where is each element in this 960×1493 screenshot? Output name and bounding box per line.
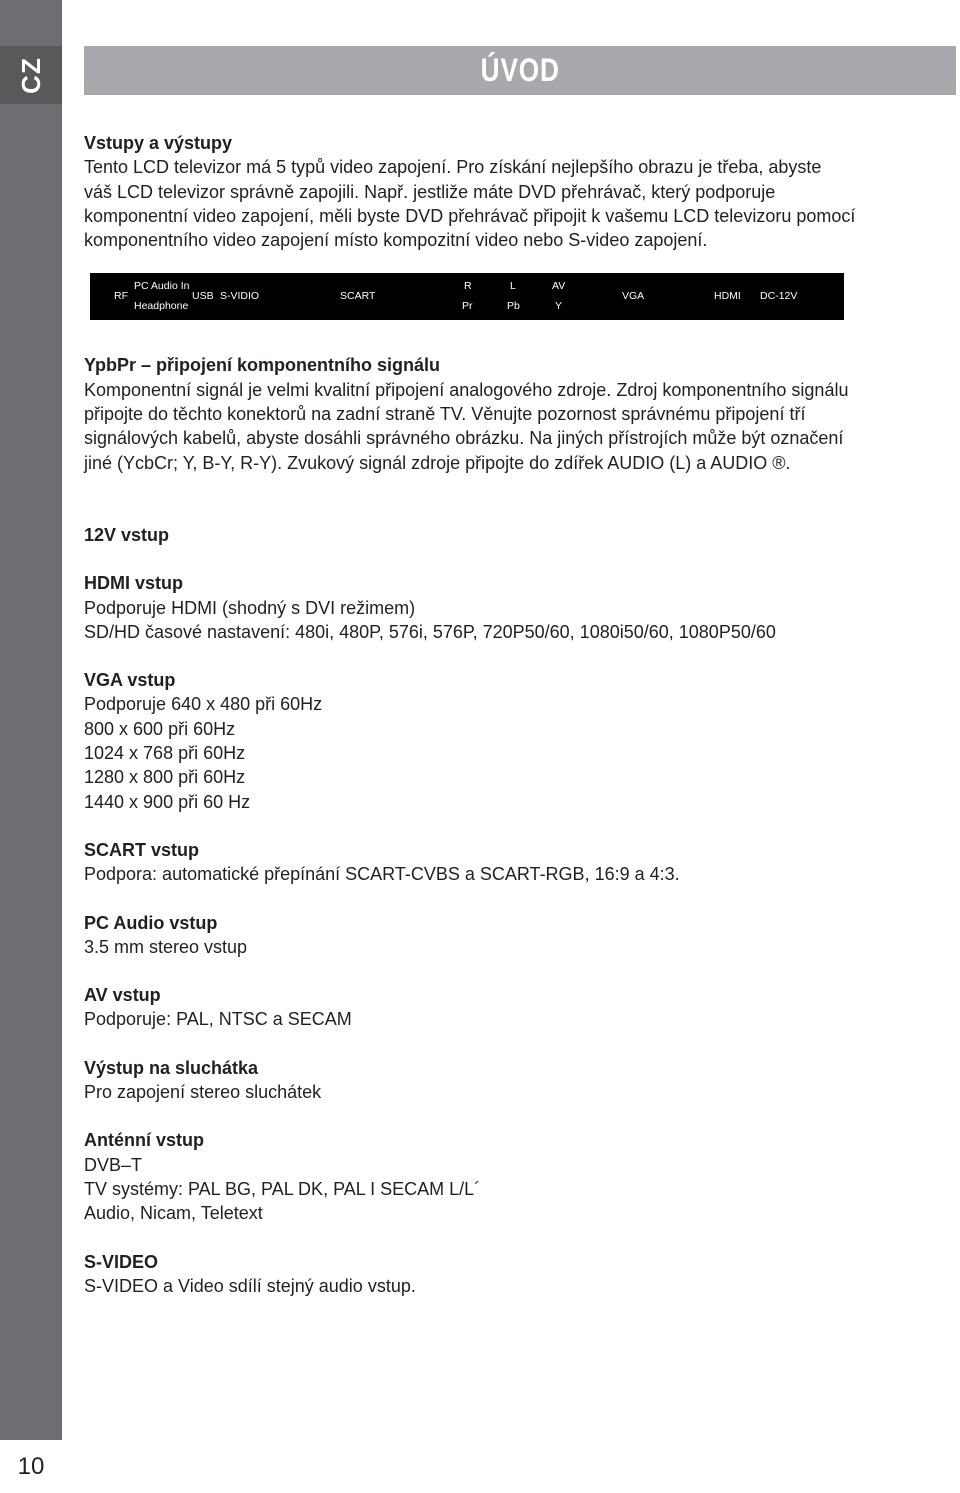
section-line: Komponentní signál je velmi kvalitní připojení analogového zdroje. Zdroj komponentního signálu (84, 379, 849, 400)
section-line: připojte do těchto konektorů na zadní straně TV. Věnujte pozornost správnému připojení tří (84, 404, 806, 425)
section-ypbpr (84, 353, 946, 474)
section-line: S-VIDEO a Video sdílí stejný audio vstup. (84, 1275, 416, 1296)
section-header (84, 46, 956, 95)
connector-label-pc-audio-in: PC Audio In (134, 280, 190, 293)
section-heading: YpbPr – připojení komponentního signálu (84, 355, 441, 376)
intro-line: váš LCD televizor správně zapojili. Např. jestliže máte DVD přehrávač, který podporuje (84, 181, 776, 202)
section-line: TV systémy: PAL BG, PAL DK, PAL I SECAM L/L´ (84, 1178, 481, 1199)
intro-heading: Vstupy a výstupy (84, 133, 233, 153)
intro-line: Tento LCD televizor má 5 typů video zapojení. Pro získání nejlepšího obrazu je třeba, abyste (84, 157, 822, 178)
section-heading: Výstup na sluchátka (84, 1057, 259, 1078)
section-line: Audio, Nicam, Teletext (84, 1203, 263, 1224)
connector-label-r: R (464, 280, 472, 293)
page-title: ÚVOD (480, 52, 560, 88)
language-tab (0, 46, 62, 104)
connector-label-vga: VGA (622, 290, 645, 303)
section-line: jiné (YcbCr; Y, B-Y, R-Y). Zvukový signál zdroje připojte do zdířek AUDIO (L) a AUDIO ®. (84, 452, 791, 473)
sidebar (0, 0, 62, 1493)
section-line: 1024 x 768 při 60Hz (84, 743, 246, 764)
connector-label-headphone: Headphone (134, 300, 189, 313)
section-line: 3.5 mm stereo vstup (84, 936, 248, 957)
section-heading: PC Audio vstup (84, 912, 218, 933)
section-heading: SCART vstup (84, 839, 200, 860)
connector-panel (90, 273, 844, 320)
section-line: Podpora: automatické přepínání SCART-CVBS a SCART-RGB, 16:9 a 4:3. (84, 864, 680, 885)
connector-label-pr: Pr (462, 300, 473, 313)
section-heading: HDMI vstup (84, 573, 183, 594)
main-content (84, 131, 946, 1298)
connector-label-rf: RF (114, 290, 128, 303)
connector-label-dc: DC-12V (760, 290, 798, 303)
connector-label-l: L (510, 280, 516, 293)
connector-label-usb: USB (192, 290, 214, 303)
page-number: 10 (0, 1440, 62, 1493)
section-line: signálových kabelů, abyste dosáhli správného obrázku. Na jiných přístrojích může být označení (84, 428, 844, 449)
connector-label-scart: SCART (340, 290, 376, 303)
connector-label-s-video: S-VIDIO (220, 290, 260, 303)
section-line: 1440 x 900 při 60 Hz (84, 791, 251, 812)
section-line: Pro zapojení stereo sluchátek (84, 1082, 322, 1103)
section-heading: 12V vstup (84, 524, 170, 545)
section-heading: AV vstup (84, 985, 161, 1006)
section-line: 800 x 600 při 60Hz (84, 718, 236, 739)
section-line: Podporuje: PAL, NTSC a SECAM (84, 1009, 352, 1030)
language-code: CZ (15, 56, 46, 94)
connector-label-av: AV (552, 280, 566, 293)
section-headphone (84, 1056, 946, 1105)
section-heading: Anténní vstup (84, 1130, 204, 1151)
section-line: DVB–T (84, 1154, 143, 1175)
intro-line: komponentní video zapojení, měli byste DVD přehrávač připojit k vašemu LCD televizoru pomocí (84, 205, 856, 226)
section-line: Podporuje HDMI (shodný s DVI režimem) (84, 597, 416, 618)
section-vga (84, 668, 946, 814)
section-heading: S-VIDEO (84, 1251, 159, 1272)
section-heading: VGA vstup (84, 670, 176, 691)
section-line: SD/HD časové nastavení: 480i, 480P, 576i, 576P, 720P50/60, 1080i50/60, 1080P50/60 (84, 621, 776, 642)
connector-label-hdmi: HDMI (714, 290, 741, 303)
section-av (84, 983, 946, 1032)
intro-line: komponentního video zapojení místo kompozitní video nebo S-video zapojení. (84, 230, 708, 251)
section-line: 1280 x 800 při 60Hz (84, 767, 246, 788)
section-hdmi (84, 571, 946, 644)
connector-label-pb: Pb (507, 300, 520, 313)
section-pc-audio (84, 911, 946, 960)
section-scart (84, 838, 946, 887)
section-antenna (84, 1128, 946, 1225)
section-line: Podporuje 640 x 480 při 60Hz (84, 694, 323, 715)
section-12v (84, 523, 946, 547)
section-s-video (84, 1250, 946, 1299)
connector-label-y: Y (555, 300, 563, 313)
